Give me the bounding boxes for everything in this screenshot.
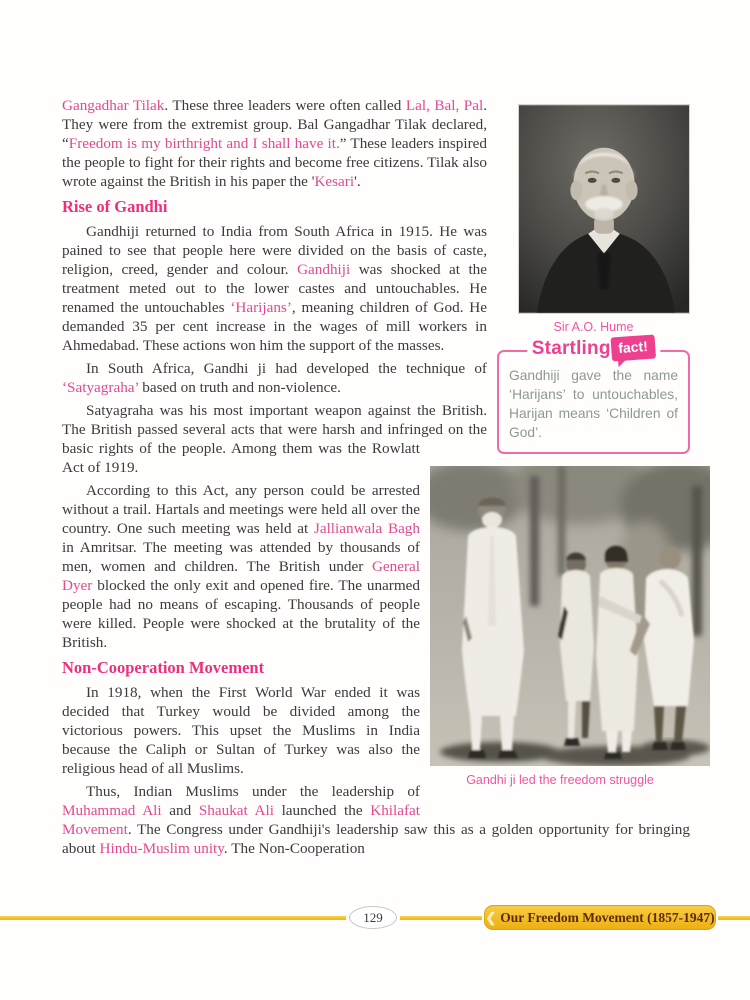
- startling-fact-box: [497, 337, 690, 454]
- gandhi-caption: Gandhi ji led the freedom struggle: [466, 773, 654, 787]
- gandhi-walking-photo: [430, 466, 710, 766]
- hume-caption: Sir A.O. Hume: [553, 320, 634, 334]
- paragraph-3: In South Africa, Gandhi ji had developed the technique of ‘Satyagraha’ based on truth and non-violence.: [62, 360, 487, 396]
- fact-title: Startling: [531, 338, 611, 359]
- paragraph-6: In 1918, when the First World War ended it was decided that Turkey would be divided among the victorious powers. This upset the Muslims in India because the Caliph or Sultan of Turkey was also the religious head of all Muslims.: [62, 684, 420, 777]
- heading-non-cooperation: Non-Cooperation Movement: [62, 658, 265, 677]
- fact-badge: fact!: [611, 335, 656, 362]
- paragraph-7: Thus, Indian Muslims under the leadership of Muhammad Ali and Shaukat Ali launched the Khilafat Movement. The Congress under Gandhiji's leadership saw this as a golden opportunity for bringing about Hindu-Muslim unity. The Non-Cooperation: [62, 783, 690, 857]
- footer-chapter-tab: [484, 905, 716, 930]
- footer-tab-label: Our Freedom Movement (1857-1947): [500, 909, 715, 925]
- chevron-left-icon: ❮: [485, 910, 497, 925]
- startling-fact-header: [527, 338, 660, 362]
- heading-rise-of-gandhi: Rise of Gandhi: [62, 197, 168, 216]
- right-column-gandhi: [430, 466, 690, 789]
- paragraph-4: Satyagraha was his most important weapon against the British. The British passed several acts that were harsh and infringed on the basic rights of the people. Among them was the Rowlatt Act of 1919.: [62, 402, 487, 476]
- page-number-badge: 129: [349, 906, 397, 929]
- paragraph-5: According to this Act, any person could be arrested without a trail. Hartals and meetings were held all over the country. One such meeting was held at Jallianwala Bagh in Amritsar. The meeting was attended by thousands of men, women and children. The British under General Dyer blocked the only exit and opened fire. The unarmed people had no means of escaping. Thousands of people were killed. People were shocked at the brutality of the British.: [62, 482, 420, 651]
- paragraph-2: Gandhiji returned to India from South Africa in 1915. He was pained to see that people here were divided on the basis of caste, religion, creed, gender and colour. Gandhiji was shocked at the treatment meted out to the lower castes and untouchables. He renamed the untouchables ‘Harijans’, meaning children of God. He demanded 35 per cent increase in the wages of mill workers in Ahmedabad. These actions won him the support of the masses.: [62, 223, 487, 354]
- hume-portrait-photo: [518, 104, 690, 314]
- text-flow: [62, 96, 690, 862]
- paragraph-1: Gangadhar Tilak. These three leaders were often called Lal, Bal, Pal. They were from the extremist group. Bal Gangadhar Tilak declared, “Freedom is my birthright and I shall have it.” These leaders inspired the people to fight for their rights and become free citizens. Tilak also wrote against the British in his paper the 'Kesari'.: [62, 97, 488, 190]
- fact-text: Gandhiji gave the name ‘Harijans’ to untouchables, Harijan means ‘Children of God’.: [509, 368, 678, 440]
- right-column-hume: [497, 104, 690, 454]
